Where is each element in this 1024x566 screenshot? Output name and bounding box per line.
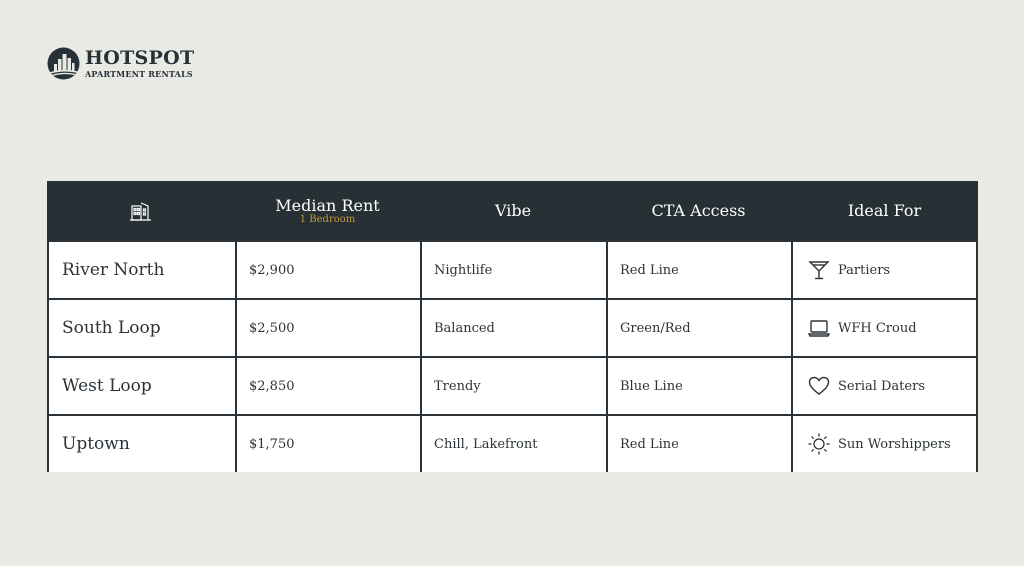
table-row-3-ideal-label: Serial Daters xyxy=(838,378,925,394)
header-median-rent-sublabel: 1 Bedroom xyxy=(299,213,356,225)
table-row-3-vibe: Trendy xyxy=(420,356,606,414)
header-ideal-for-label: Ideal For xyxy=(847,200,922,220)
table-row-4-rent: $1,750 xyxy=(235,414,420,472)
cocktail-icon xyxy=(807,258,831,282)
table-row-1-neighborhood: River North xyxy=(47,240,235,298)
header-cta-access xyxy=(606,181,791,240)
table-row-1-ideal xyxy=(791,240,978,298)
table-row-2-cta: Green/Red xyxy=(606,298,791,356)
table-row-4-ideal xyxy=(791,414,978,472)
header-vibe xyxy=(420,181,606,240)
table-row-4-neighborhood: Uptown xyxy=(47,414,235,472)
sun-icon xyxy=(807,432,831,456)
table-row-2-ideal-label: WFH Croud xyxy=(838,320,917,336)
laptop-icon xyxy=(807,316,831,340)
table-row-1-cta: Red Line xyxy=(606,240,791,298)
heart-icon xyxy=(807,374,831,398)
table-row-4-ideal-label: Sun Worshippers xyxy=(838,436,951,452)
table-row-2-ideal xyxy=(791,298,978,356)
table-row-2-rent: $2,500 xyxy=(235,298,420,356)
brand-subtitle: APARTMENT RENTALS xyxy=(85,69,193,79)
header-median-rent xyxy=(235,181,420,240)
header-ideal-for xyxy=(791,181,978,240)
brand-title: HOTSPOT xyxy=(85,47,195,69)
table-row-3-cta: Blue Line xyxy=(606,356,791,414)
header-icon-cell xyxy=(47,181,235,240)
table-row-1-rent: $2,900 xyxy=(235,240,420,298)
brand-logo xyxy=(47,47,194,80)
header-cta-access-label: CTA Access xyxy=(651,200,746,220)
header-median-rent-label: Median Rent xyxy=(275,195,380,215)
city-skyline-logo-icon xyxy=(47,47,80,80)
table-row-2-neighborhood: South Loop xyxy=(47,298,235,356)
header-vibe-label: Vibe xyxy=(494,200,532,220)
table-row-4-cta: Red Line xyxy=(606,414,791,472)
table-row-1-ideal-label: Partiers xyxy=(838,262,891,278)
table-row-2-vibe: Balanced xyxy=(420,298,606,356)
table-row-1-vibe: Nightlife xyxy=(420,240,606,298)
table-row-3-ideal xyxy=(791,356,978,414)
building-icon xyxy=(129,200,153,222)
table-row-4-vibe: Chill, Lakefront xyxy=(420,414,606,472)
comparison-table xyxy=(47,181,978,472)
table-row-3-rent: $2,850 xyxy=(235,356,420,414)
table-row-3-neighborhood: West Loop xyxy=(47,356,235,414)
